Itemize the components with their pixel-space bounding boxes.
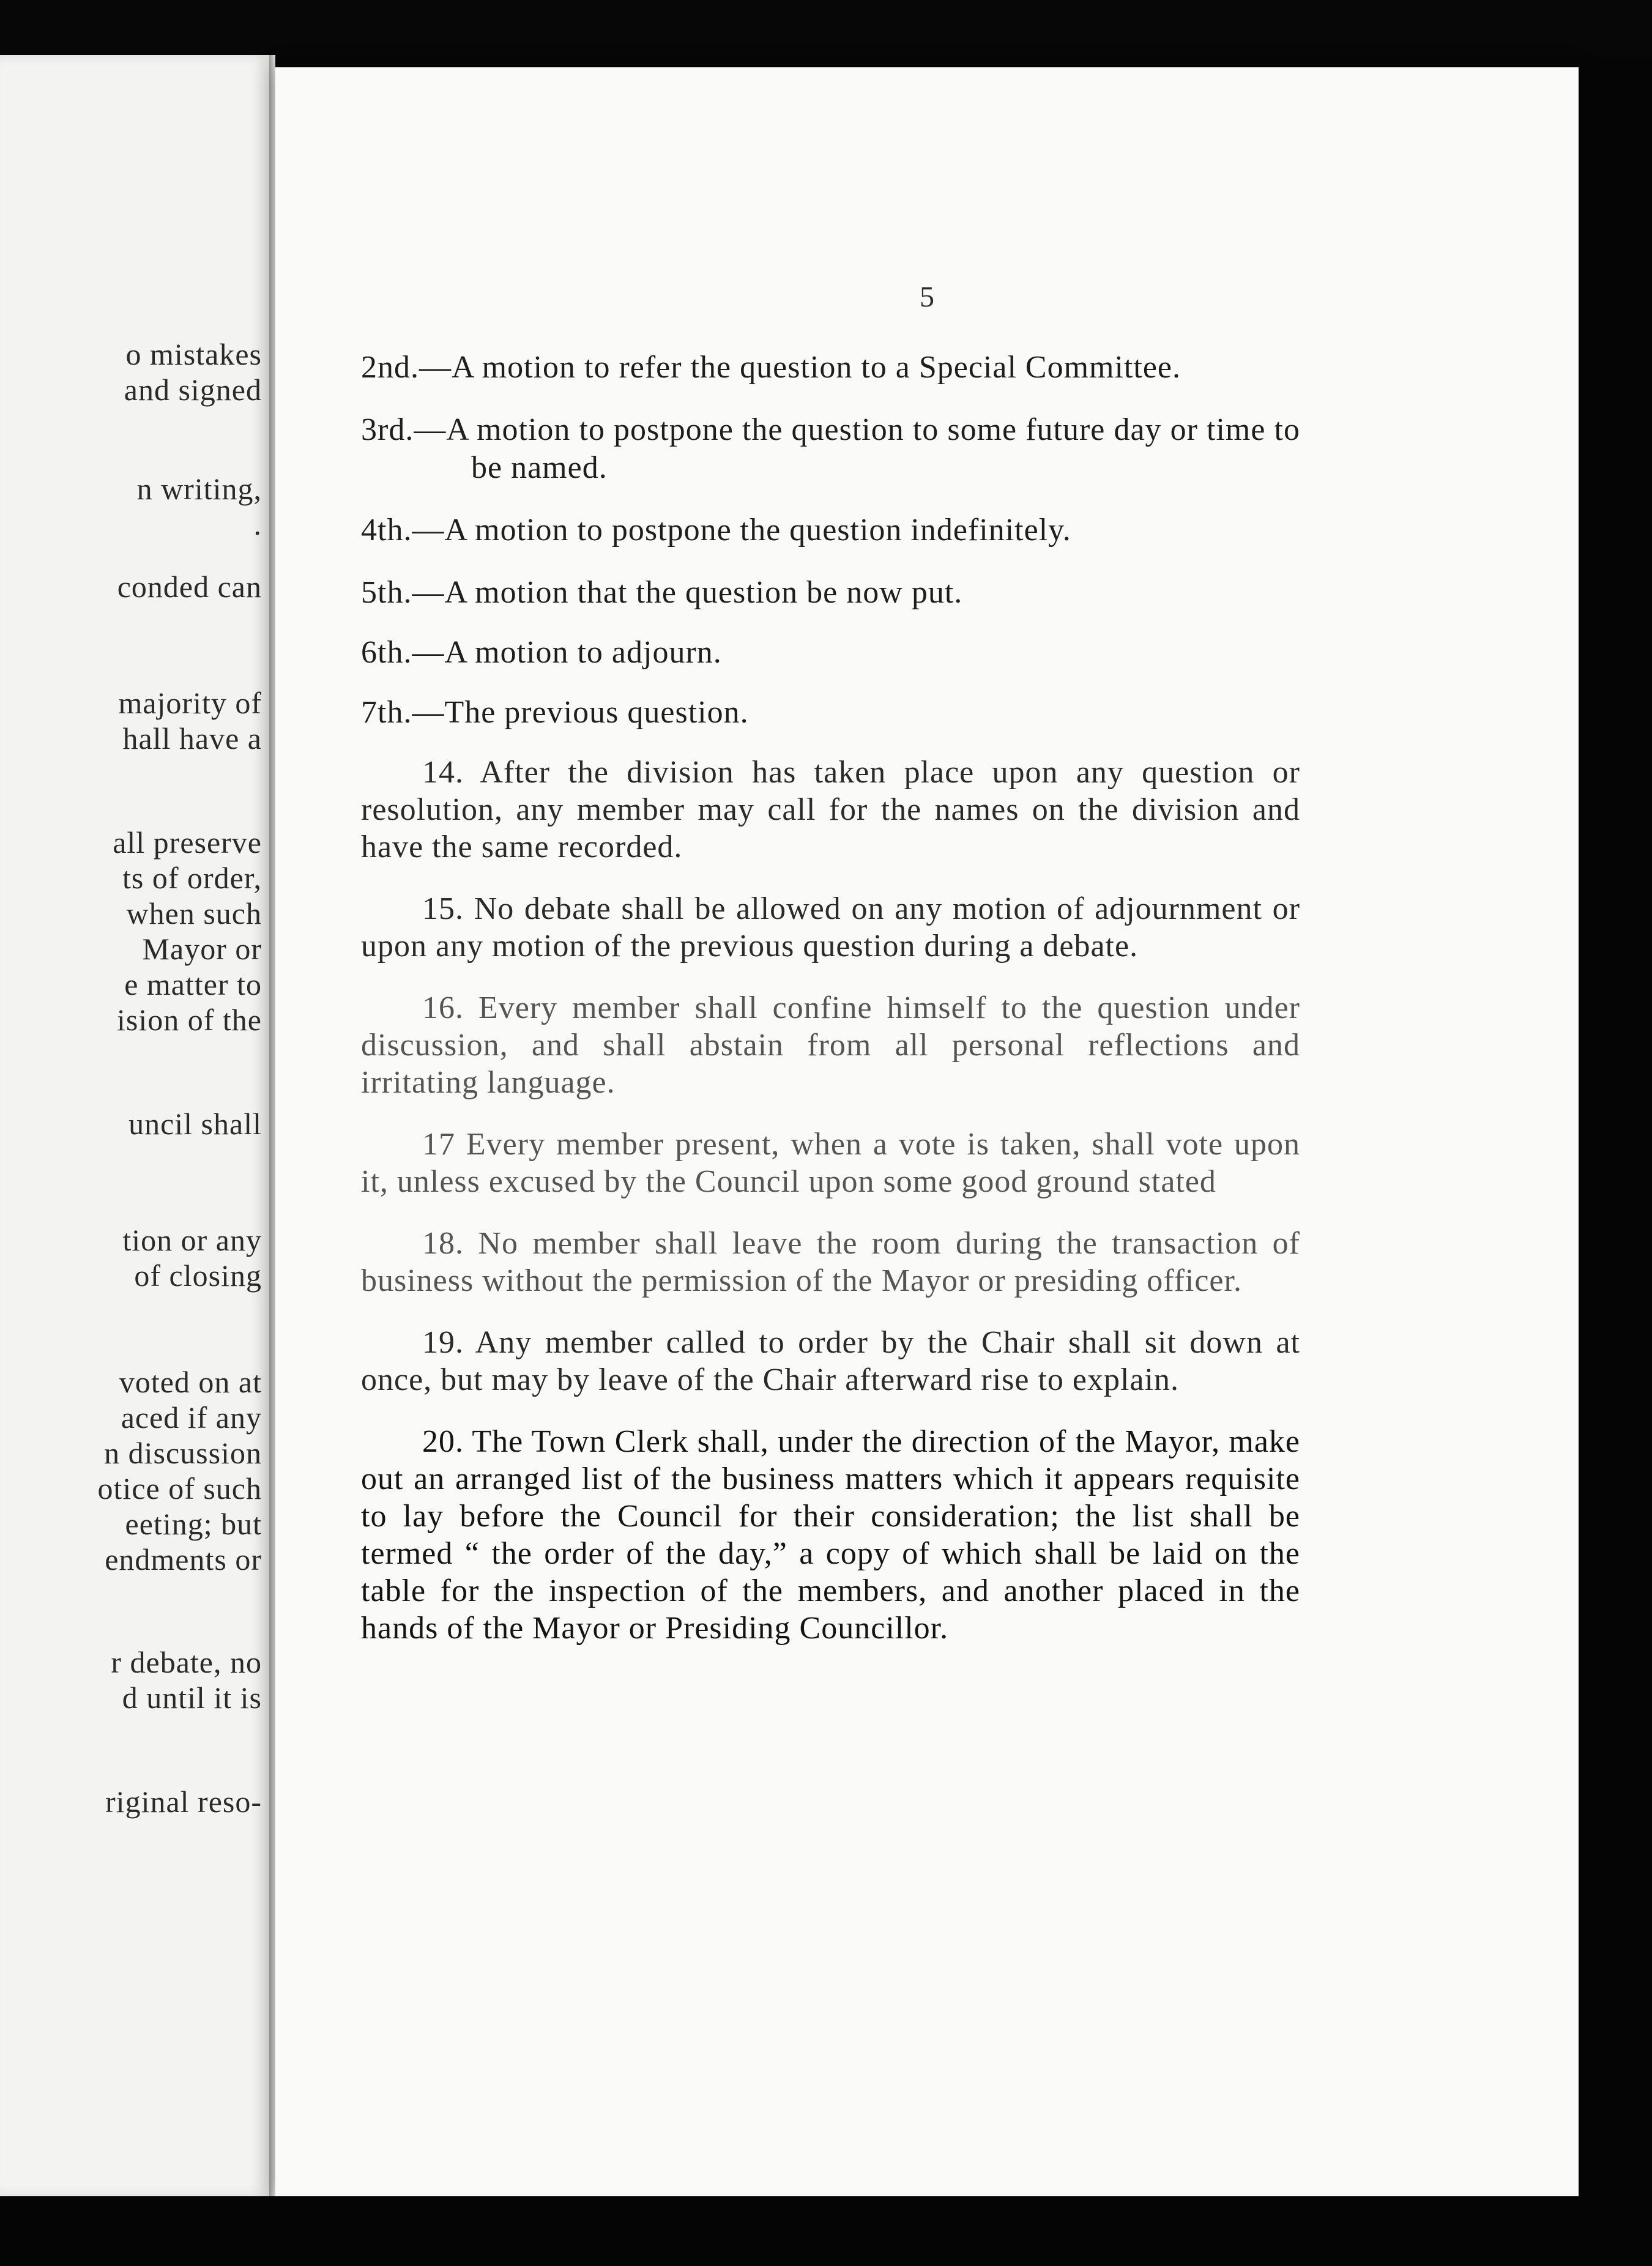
- left-page-fragment: tion or any: [122, 1223, 262, 1257]
- left-page-fragment: ision of the: [117, 1003, 262, 1037]
- left-page-fragment: Mayor or: [142, 932, 262, 966]
- left-page-fragment: otice of such: [97, 1471, 262, 1506]
- left-page-fragment: riginal reso-: [105, 1785, 262, 1819]
- left-page-fragment: voted on at: [119, 1365, 262, 1399]
- motion-item: 5th.—A motion that the question be now put.: [361, 575, 963, 610]
- rule-paragraph: 18. No member shall leave the room during the transaction of business without the permission of the Mayor or presiding officer.: [361, 1226, 1300, 1298]
- page-number: 5: [920, 281, 934, 313]
- left-page-fragment: n writing,: [136, 472, 262, 506]
- rule-paragraph: 20. The Town Clerk shall, under the direction of the Mayor, make out an arranged list of the business matters which it appears requisite to lay before the Council for their consideration; the list shall be termed “ the order of the day,” a copy of which shall be laid on the table for the inspection of the members, and another placed in the hands of the Mayor or Presiding Councillor.: [361, 1424, 1300, 1646]
- left-page-fragment: and signed: [124, 373, 262, 407]
- left-page-fragment: eeting; but: [125, 1507, 262, 1541]
- left-page-fragment: endments or: [105, 1542, 262, 1577]
- left-page-fragment: ts of order,: [122, 861, 262, 895]
- left-page-fragment: .: [253, 507, 262, 541]
- motion-item: 2nd.—A motion to refer the question to a Special Committee.: [361, 350, 1181, 385]
- left-page-fragment: d until it is: [122, 1681, 262, 1715]
- scan-right-border: [1579, 61, 1652, 2266]
- left-page-fragment: of closing: [134, 1258, 262, 1293]
- rule-paragraph: 19. Any member called to order by the Chair shall sit down at once, but may by leave of the Chair afterward rise to explain.: [361, 1325, 1300, 1397]
- left-page-fragment: o mistakes: [125, 337, 262, 371]
- left-page-fragment: majority of: [118, 686, 262, 720]
- left-page-fragment: conded can: [117, 570, 262, 604]
- left-page-fragment: hall have a: [122, 721, 262, 756]
- left-page-fragment: when such: [126, 896, 262, 931]
- left-page-fragment: uncil shall: [128, 1107, 262, 1141]
- main-page: [275, 67, 1579, 2196]
- left-page-fragment: e matter to: [124, 967, 262, 1001]
- scan-top-border: [0, 0, 1652, 56]
- motion-item: 4th.—A motion to postpone the question indefinitely.: [361, 513, 1071, 548]
- motion-item: 6th.—A motion to adjourn.: [361, 635, 722, 670]
- book-gutter: [269, 55, 275, 2196]
- motion-item: 7th.—The previous question.: [361, 695, 749, 730]
- rule-paragraph: 16. Every member shall confine himself to the question under discussion, and shall abstain from all personal reflections and irritating language.: [361, 990, 1300, 1100]
- rule-paragraph: 15. No debate shall be allowed on any motion of adjournment or upon any motion of the previous question during a debate.: [361, 891, 1300, 964]
- left-page-fragment: n discussion: [104, 1436, 262, 1470]
- page-body: [361, 349, 1300, 1671]
- left-page-fragment: all preserve: [113, 825, 262, 860]
- left-facing-page: [0, 55, 273, 2196]
- left-page-fragment: aced if any: [121, 1400, 262, 1435]
- motion-item: 3rd.—A motion to postpone the question to some future day or time to be named.: [361, 412, 1300, 485]
- rule-paragraph: 17 Every member present, when a vote is taken, shall vote upon it, unless excused by the Council upon some good ground stated: [361, 1127, 1300, 1199]
- scan-bottom-border: [0, 2196, 1652, 2266]
- left-page-fragment: r debate, no: [111, 1645, 262, 1679]
- rule-paragraph: 14. After the division has taken place upon any question or resolution, any member may call for the names on the division and have the same recorded.: [361, 755, 1300, 864]
